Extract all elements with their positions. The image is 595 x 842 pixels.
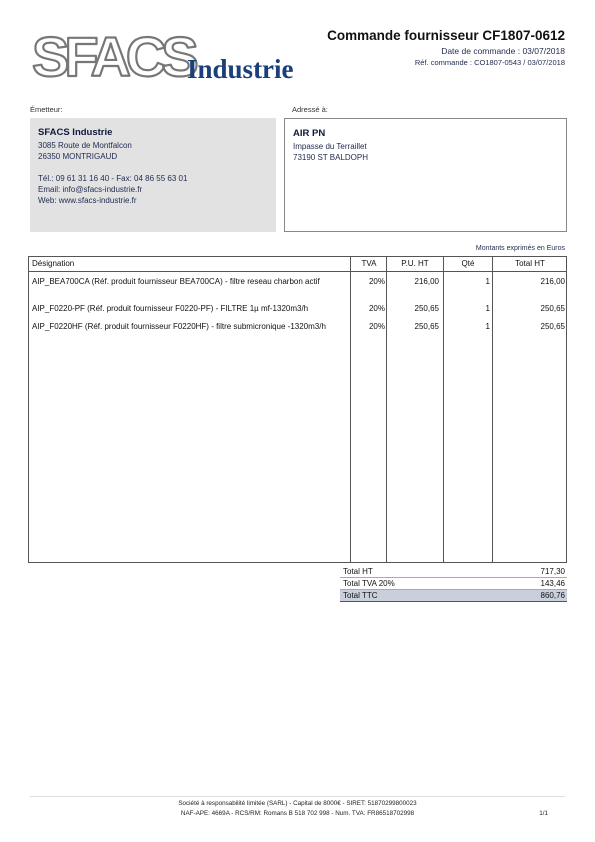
recipient-address-line-1: Impasse du Terraillet xyxy=(293,142,367,151)
header-total: Total HT xyxy=(515,259,545,268)
header-unit-price: P.U. HT xyxy=(401,259,429,268)
footer-legal-line-2: NAF-APE: 4669A - RCS/RM: Romans B 518 702 998 - Num. TVA: FR86518702998 xyxy=(180,810,415,817)
row-designation: AIP_F0220-PF (Réf. produit fournisseur F0220-PF) - FILTRE 1µ mf-1320m3/h xyxy=(32,304,309,313)
recipient-name: AIR PN xyxy=(293,128,326,139)
total-tva-row xyxy=(340,578,567,590)
document-title: Commande fournisseur CF1807-0612 xyxy=(327,28,565,43)
logo-brand-text: SFACS xyxy=(32,32,194,84)
recipient-address-line-2: 73190 ST BALDOPH xyxy=(293,153,369,162)
total-ttc-row xyxy=(340,590,567,602)
row-unit-price: 250,65 xyxy=(414,304,439,313)
row-total: 250,65 xyxy=(540,304,565,313)
total-ht-row xyxy=(340,566,567,578)
sender-name: SFACS Industrie xyxy=(38,127,113,138)
sender-address-line-1: 3085 Route de Montfalcon xyxy=(38,141,132,150)
sender-box xyxy=(30,118,276,232)
currency-note: Montants exprimés en Euros xyxy=(475,245,565,252)
row-unit-price: 250,65 xyxy=(414,322,439,331)
total-ttc-value: 860,76 xyxy=(540,591,565,600)
totals-block xyxy=(340,566,567,602)
row-quantity: 1 xyxy=(485,304,490,313)
sender-phone: Tél.: 09 61 31 16 40 - Fax: 04 86 55 63 01 xyxy=(38,174,188,183)
total-ht-value: 717,30 xyxy=(540,567,565,576)
row-unit-price: 216,00 xyxy=(414,277,439,286)
header-tva: TVA xyxy=(361,259,377,268)
row-total: 250,65 xyxy=(540,322,565,331)
order-reference: Réf. commande : CO1807-0543 / 03/07/2018 xyxy=(414,58,565,67)
row-tva: 20% xyxy=(368,277,385,286)
recipient-box xyxy=(284,118,567,232)
sender-label: Émetteur: xyxy=(30,105,63,114)
order-date: Date de commande : 03/07/2018 xyxy=(441,46,565,56)
row-designation: AIP_F0220HF (Réf. produit fournisseur F0220HF) - filtre submicronique -1320m3/h xyxy=(32,322,326,331)
row-tva: 20% xyxy=(368,322,385,331)
row-total: 216,00 xyxy=(540,277,565,286)
row-quantity: 1 xyxy=(485,322,490,331)
total-tva-label: Total TVA 20% xyxy=(343,579,395,588)
recipient-label: Adressé à: xyxy=(292,105,328,114)
header-designation: Désignation xyxy=(32,259,75,268)
row-tva: 20% xyxy=(368,304,385,313)
header-quantity: Qté xyxy=(461,259,475,268)
footer-divider xyxy=(30,796,565,797)
page-number: 1/1 xyxy=(539,810,548,817)
row-designation: AIP_BEA700CA (Réf. produit fournisseur BEA700CA) - filtre reseau charbon actif xyxy=(32,277,320,286)
items-table xyxy=(28,256,567,563)
logo-subtitle-text: Industrie xyxy=(187,54,294,84)
total-ttc-label: Total TTC xyxy=(343,591,378,600)
footer-legal-line-1: Société à responsabilité limitée (SARL) - Capital de 8000€ - SIRET: 51870299800023 xyxy=(178,800,417,807)
total-tva-value: 143,46 xyxy=(540,579,565,588)
sender-address-line-2: 26350 MONTRIGAUD xyxy=(38,152,118,161)
row-quantity: 1 xyxy=(485,277,490,286)
total-ht-label: Total HT xyxy=(343,567,373,576)
sender-email: Email: info@sfacs-industrie.fr xyxy=(38,185,143,194)
sender-website: Web: www.sfacs-industrie.fr xyxy=(38,196,137,205)
company-logo xyxy=(30,32,320,84)
